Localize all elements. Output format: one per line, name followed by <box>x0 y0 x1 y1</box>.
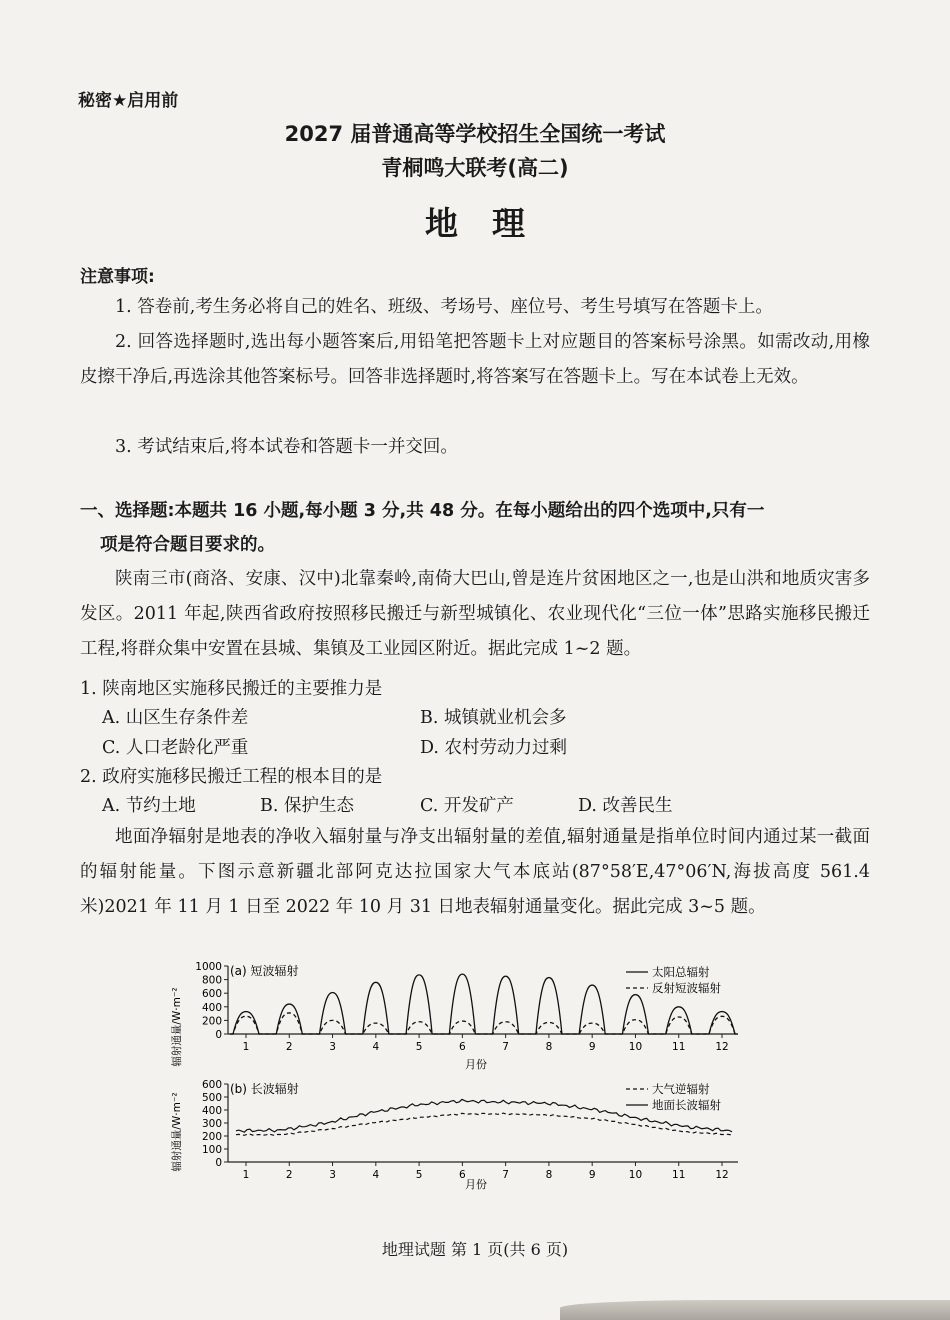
chart-b-x-tick-label: 7 <box>502 1169 509 1181</box>
section-heading: 一、选择题:本题共 16 小题,每小题 3 分,共 48 分。在每小题给出的四个选项中,只有一 <box>80 501 765 521</box>
chart-a-x-tick-label: 8 <box>545 1041 553 1053</box>
chart-b-x-tick-label: 1 <box>242 1169 250 1181</box>
question-1-stem: 1. 陕南地区实施移民搬迁的主要推力是 <box>80 679 383 699</box>
q1-option-a[interactable]: A. 山区生存条件差 <box>102 708 249 728</box>
chart-b-x-tick-label: 10 <box>628 1169 643 1181</box>
chart-a-y-tick-label: 400 <box>201 1001 222 1014</box>
subject-title: 地理 <box>425 204 559 243</box>
notes-heading: 注意事项: <box>80 267 155 287</box>
chart-b-x-tick-label: 2 <box>285 1169 293 1181</box>
chart-b-x-tick-label: 6 <box>459 1169 466 1181</box>
chart-a-x-tick-label: 5 <box>415 1041 423 1053</box>
q2-option-a[interactable]: A. 节约土地 <box>102 796 196 816</box>
note-3: 3. 考试结束后,将本试卷和答题卡一并交回。 <box>115 437 458 457</box>
chart-a-x-tick-label: 1 <box>242 1041 250 1053</box>
chart-a-legend-label: 反射短波辐射 <box>652 981 721 995</box>
chart-a-y-tick-label: 0 <box>215 1029 222 1041</box>
chart-b-ylabel: 辐射通量/W·m⁻² <box>171 1092 183 1172</box>
chart-b-x-tick-label: 12 <box>715 1169 729 1181</box>
section-heading-cont: 项是符合题目要求的。 <box>100 535 275 555</box>
passage-2: 地面净辐射是地表的净收入辐射量与净支出辐射量的差值,辐射通量是指单位时间内通过某一截面的辐射能量。下图示意新疆北部阿克达拉国家大气本底站(87°58′E,47°06′N,海拔高度 561.4 米)2021 年 11 月 1 日至 2022 年 10 月 31 日地表辐射通量变化。据此完成 3~5 题。 <box>80 827 870 917</box>
note-1: 1. 答卷前,考生务必将自己的姓名、班级、考场号、座位号、考生号填写在答题卡上。 <box>115 297 773 317</box>
q1-option-d[interactable]: D. 农村劳动力过剩 <box>420 738 568 758</box>
chart-a-x-tick-label: 3 <box>329 1041 336 1053</box>
chart-a-x-tick-label: 4 <box>372 1041 380 1053</box>
chart-a-y-tick-label: 800 <box>201 974 222 987</box>
chart-a-y-tick-label: 1000 <box>195 961 222 973</box>
chart-a-x-tick-label: 7 <box>502 1041 509 1053</box>
exam-title: 2027 届普通高等学校招生全国统一考试 <box>284 122 666 146</box>
q1-option-c[interactable]: C. 人口老龄化严重 <box>102 738 249 758</box>
chart-b-xlabel: 月份 <box>465 1178 487 1191</box>
chart-a-series-reflected <box>230 1013 738 1034</box>
chart-b-y-tick-label: 0 <box>215 1157 222 1169</box>
page-curl-shadow <box>560 1300 950 1320</box>
radiation-chart <box>160 942 760 1200</box>
question-2-stem: 2. 政府实施移民搬迁工程的根本目的是 <box>80 767 383 787</box>
chart-b-legend-label: 地面长波辐射 <box>652 1098 721 1112</box>
chart-b-x-tick-label: 3 <box>329 1169 336 1181</box>
chart-a-y-tick-label: 600 <box>201 988 222 1001</box>
q2-option-c[interactable]: C. 开发矿产 <box>420 796 514 816</box>
chart-b-legend-label: 大气逆辐射 <box>652 1082 710 1096</box>
chart-b-y-tick-label: 500 <box>201 1092 222 1104</box>
chart-b-y-tick-label: 600 <box>201 1079 222 1091</box>
chart-a-x-tick-label: 2 <box>285 1041 293 1053</box>
chart-b-y-tick-label: 100 <box>201 1144 222 1156</box>
chart-a-x-tick-label: 9 <box>588 1041 596 1053</box>
chart-b-title: (b) 长波辐射 <box>230 1082 299 1096</box>
chart-b-y-tick-label: 200 <box>201 1131 222 1143</box>
chart-a-x-tick-label: 11 <box>672 1041 686 1053</box>
chart-b-x-tick-label: 5 <box>415 1169 423 1181</box>
q1-option-b[interactable]: B. 城镇就业机会多 <box>420 708 567 728</box>
exam-subtitle: 青桐鸣大联考(高二) <box>381 156 569 180</box>
secret-label: 秘密★启用前 <box>78 91 179 111</box>
chart-a-y-tick-label: 200 <box>201 1015 222 1028</box>
chart-b-x-tick-label: 8 <box>545 1169 553 1181</box>
chart-a-xlabel: 月份 <box>465 1058 487 1071</box>
chart-b-y-tick-label: 400 <box>201 1105 222 1117</box>
note-2: 2. 回答选择题时,选出每小题答案后,用铅笔把答题卡上对应题目的答案标号涂黑。如需改动,用橡皮擦干净后,再选涂其他答案标号。回答非选择题时,将答案写在答题卡上。写在本试卷上无效。 <box>80 332 870 387</box>
chart-a-x-tick-label: 12 <box>715 1041 729 1053</box>
q2-option-b[interactable]: B. 保护生态 <box>260 796 354 816</box>
chart-a-ylabel: 辐射通量/W·m⁻² <box>171 987 183 1067</box>
chart-a-x-tick-label: 6 <box>459 1041 466 1053</box>
chart-b-x-tick-label: 11 <box>672 1169 686 1181</box>
chart-b-x-tick-label: 9 <box>588 1169 596 1181</box>
page-footer: 地理试题 第 1 页(共 6 页) <box>381 1240 569 1259</box>
chart-a-legend-label: 太阳总辐射 <box>652 965 710 979</box>
chart-a-x-tick-label: 10 <box>628 1041 643 1053</box>
chart-b-x-tick-label: 4 <box>372 1169 380 1181</box>
chart-b-y-tick-label: 300 <box>201 1118 222 1130</box>
passage-1: 陕南三市(商洛、安康、汉中)北靠秦岭,南倚大巴山,曾是连片贫困地区之一,也是山洪和地质灾害多发区。2011 年起,陕西省政府按照移民搬迁与新型城镇化、农业现代化“三位一体”思路实施移民搬迁工程,将群众集中安置在县城、集镇及工业园区附近。据此完成 1~2 题。 <box>80 569 870 659</box>
chart-a-title: (a) 短波辐射 <box>230 964 299 978</box>
q2-option-d[interactable]: D. 改善民生 <box>578 796 673 816</box>
